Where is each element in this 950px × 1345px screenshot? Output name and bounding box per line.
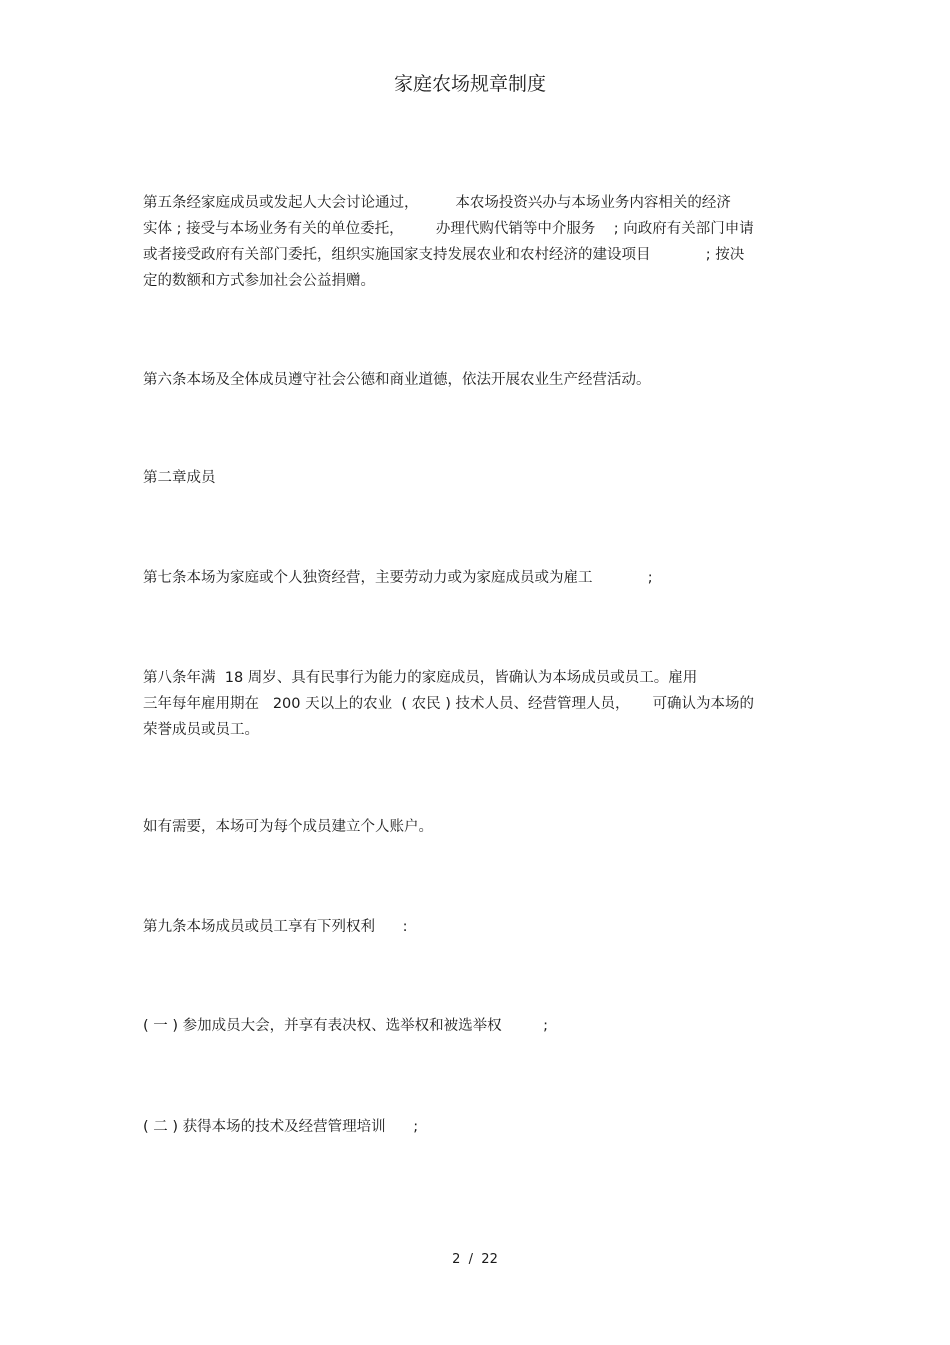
chapter-2-heading <box>143 465 813 491</box>
text-line: 第九条本场成员或员工享有下列权利 : <box>143 919 408 935</box>
text-line: 或者接受政府有关部门委托，组织实施国家支持发展农业和农村经济的建设项目 ; 按决 <box>143 247 745 263</box>
article-9-paragraph <box>143 914 813 940</box>
article-7-paragraph <box>143 565 813 591</box>
text-line: 第六条本场及全体成员遵守社会公德和商业道德，依法开展农业生产经营活动。 <box>143 372 651 388</box>
text-line: 定的数额和方式参加社会公益捐赠。 <box>143 273 375 289</box>
text-line: 第七条本场为家庭或个人独资经营，主要劳动力或为家庭成员或为雇工 ; <box>143 570 653 586</box>
personal-account-paragraph <box>143 814 813 840</box>
text-line: 第八条年满 18 周岁、具有民事行为能力的家庭成员，皆确认为本场成员或员工。雇用 <box>143 670 698 686</box>
text-line: 三年每年雇用期在 200 天以上的农业 ( 农民 ) 技术人员、经营管理人员， 可确认为本场的 <box>143 696 755 712</box>
article-5-paragraph <box>143 190 813 294</box>
text-line: 第二章成员 <box>143 470 216 486</box>
right-item-2 <box>143 1114 813 1140</box>
page-number: 2 / 22 <box>452 1252 498 1267</box>
text-line: ( 二 ) 获得本场的技术及经营管理培训 ; <box>143 1119 419 1135</box>
document-title: 家庭农场规章制度 <box>393 73 546 95</box>
text-line: 如有需要，本场可为每个成员建立个人账户。 <box>143 819 433 835</box>
text-line: 实体 ; 接受与本场业务有关的单位委托， 办理代购代销等中介服务 ; 向政府有关部门申请 <box>143 221 754 237</box>
text-line: 荣誉成员或员工。 <box>143 722 259 738</box>
text-line: 第五条经家庭成员或发起人大会讨论通过， 本农场投资兴办与本场业务内容相关的经济 <box>143 195 731 211</box>
text-line: ( 一 ) 参加成员大会，并享有表决权、选举权和被选举权 ; <box>143 1018 549 1034</box>
article-6-paragraph <box>143 367 813 393</box>
article-8-paragraph <box>143 665 813 743</box>
right-item-1 <box>143 1013 813 1039</box>
